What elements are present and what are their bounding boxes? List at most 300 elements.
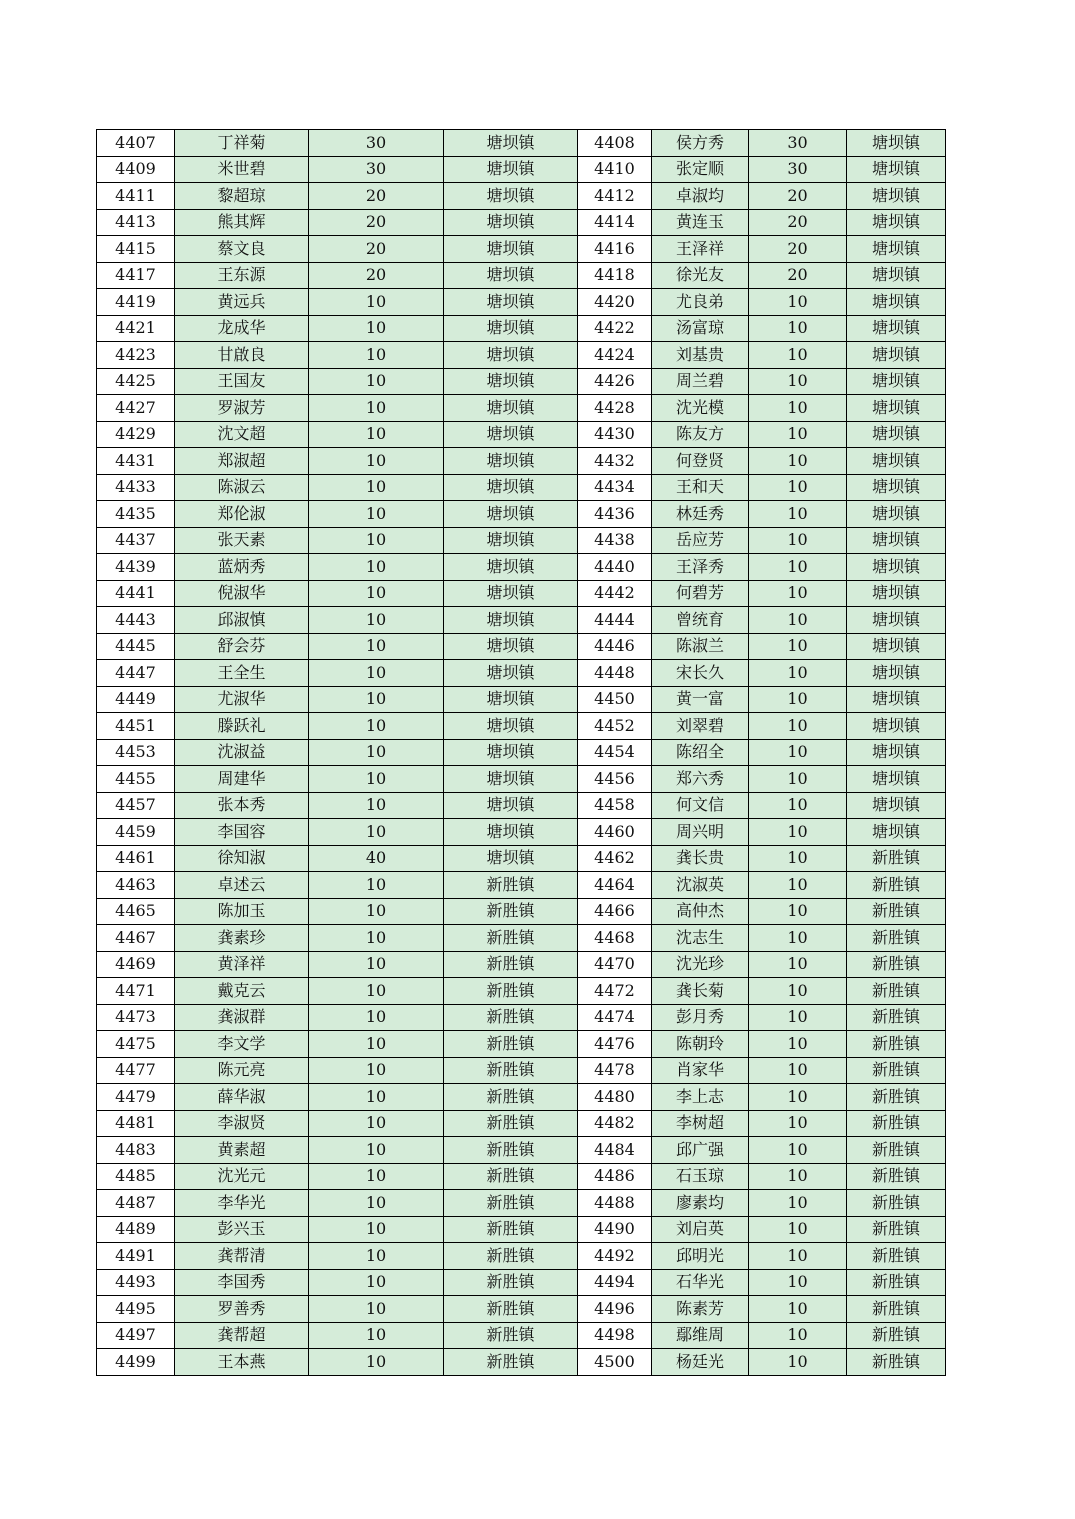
- cell-amount-left: 10: [309, 1269, 444, 1296]
- cell-town-left: 塘坝镇: [444, 236, 578, 263]
- cell-town-left: 新胜镇: [444, 1216, 578, 1243]
- cell-id-right: 4494: [578, 1269, 652, 1296]
- cell-name-left: 徐知淑: [175, 845, 309, 872]
- table-row: [97, 1269, 946, 1296]
- table-row: [97, 130, 946, 157]
- cell-amount-right: 10: [749, 633, 847, 660]
- cell-id-right: 4482: [578, 1110, 652, 1137]
- cell-id-right: 4446: [578, 633, 652, 660]
- cell-id-left: 4471: [97, 978, 175, 1005]
- cell-name-right: 张定顺: [652, 156, 749, 183]
- cell-amount-right: 20: [749, 209, 847, 236]
- cell-name-right: 陈朝玲: [652, 1031, 749, 1058]
- cell-name-right: 邱广强: [652, 1137, 749, 1164]
- cell-amount-left: 10: [309, 1216, 444, 1243]
- cell-amount-left: 10: [309, 1004, 444, 1031]
- cell-id-left: 4419: [97, 289, 175, 316]
- cell-amount-right: 10: [749, 395, 847, 422]
- cell-amount-right: 10: [749, 342, 847, 369]
- cell-id-right: 4472: [578, 978, 652, 1005]
- cell-name-right: 周兰碧: [652, 368, 749, 395]
- table-row: [97, 156, 946, 183]
- cell-town-left: 新胜镇: [444, 1057, 578, 1084]
- cell-name-left: 李华光: [175, 1190, 309, 1217]
- cell-amount-left: 10: [309, 872, 444, 899]
- cell-name-left: 李国容: [175, 819, 309, 846]
- cell-id-left: 4423: [97, 342, 175, 369]
- cell-id-right: 4490: [578, 1216, 652, 1243]
- cell-amount-left: 10: [309, 951, 444, 978]
- cell-town-right: 新胜镇: [847, 1296, 946, 1323]
- cell-town-right: 塘坝镇: [847, 236, 946, 263]
- cell-amount-left: 10: [309, 554, 444, 581]
- table-row: [97, 183, 946, 210]
- cell-name-left: 舒会芬: [175, 633, 309, 660]
- cell-amount-right: 10: [749, 1057, 847, 1084]
- cell-amount-left: 10: [309, 395, 444, 422]
- cell-town-right: 新胜镇: [847, 1057, 946, 1084]
- cell-amount-right: 10: [749, 580, 847, 607]
- cell-town-right: 新胜镇: [847, 1163, 946, 1190]
- cell-id-left: 4489: [97, 1216, 175, 1243]
- cell-town-left: 新胜镇: [444, 1349, 578, 1376]
- cell-id-left: 4493: [97, 1269, 175, 1296]
- data-table: [96, 129, 946, 1376]
- cell-amount-left: 20: [309, 183, 444, 210]
- cell-town-left: 塘坝镇: [444, 686, 578, 713]
- cell-name-left: 龚淑群: [175, 1004, 309, 1031]
- cell-amount-left: 10: [309, 766, 444, 793]
- cell-id-right: 4456: [578, 766, 652, 793]
- table-row: [97, 1084, 946, 1111]
- table-row: [97, 1216, 946, 1243]
- cell-amount-right: 10: [749, 1296, 847, 1323]
- cell-name-left: 郑伦淑: [175, 501, 309, 528]
- cell-name-right: 黄一富: [652, 686, 749, 713]
- cell-name-right: 徐光友: [652, 262, 749, 289]
- cell-town-right: 塘坝镇: [847, 527, 946, 554]
- cell-town-right: 塘坝镇: [847, 580, 946, 607]
- cell-name-right: 沈志生: [652, 925, 749, 952]
- cell-town-right: 塘坝镇: [847, 315, 946, 342]
- cell-amount-left: 10: [309, 660, 444, 687]
- cell-amount-right: 10: [749, 845, 847, 872]
- cell-amount-left: 10: [309, 819, 444, 846]
- cell-town-left: 塘坝镇: [444, 792, 578, 819]
- cell-id-right: 4438: [578, 527, 652, 554]
- cell-town-left: 塘坝镇: [444, 633, 578, 660]
- cell-id-right: 4462: [578, 845, 652, 872]
- cell-amount-right: 10: [749, 686, 847, 713]
- cell-name-left: 龚帮超: [175, 1322, 309, 1349]
- cell-name-right: 邱明光: [652, 1243, 749, 1270]
- cell-id-left: 4413: [97, 209, 175, 236]
- cell-id-left: 4465: [97, 898, 175, 925]
- table-row: [97, 660, 946, 687]
- cell-town-right: 塘坝镇: [847, 262, 946, 289]
- table-row: [97, 527, 946, 554]
- cell-town-left: 新胜镇: [444, 872, 578, 899]
- cell-amount-right: 10: [749, 739, 847, 766]
- cell-name-left: 罗善秀: [175, 1296, 309, 1323]
- cell-id-right: 4474: [578, 1004, 652, 1031]
- cell-id-right: 4442: [578, 580, 652, 607]
- table-row: [97, 315, 946, 342]
- cell-id-left: 4429: [97, 421, 175, 448]
- cell-id-left: 4421: [97, 315, 175, 342]
- cell-name-right: 杨廷光: [652, 1349, 749, 1376]
- cell-amount-right: 10: [749, 1349, 847, 1376]
- cell-name-left: 王全生: [175, 660, 309, 687]
- cell-amount-right: 10: [749, 474, 847, 501]
- cell-town-right: 新胜镇: [847, 951, 946, 978]
- cell-town-left: 塘坝镇: [444, 395, 578, 422]
- cell-id-left: 4411: [97, 183, 175, 210]
- cell-town-left: 塘坝镇: [444, 315, 578, 342]
- cell-name-left: 周建华: [175, 766, 309, 793]
- cell-amount-right: 10: [749, 1269, 847, 1296]
- cell-id-right: 4466: [578, 898, 652, 925]
- cell-name-right: 周兴明: [652, 819, 749, 846]
- cell-amount-right: 10: [749, 607, 847, 634]
- cell-town-right: 塘坝镇: [847, 421, 946, 448]
- cell-name-right: 陈友方: [652, 421, 749, 448]
- cell-amount-left: 20: [309, 262, 444, 289]
- cell-id-right: 4484: [578, 1137, 652, 1164]
- cell-name-right: 彭月秀: [652, 1004, 749, 1031]
- table-row: [97, 1296, 946, 1323]
- cell-id-right: 4434: [578, 474, 652, 501]
- cell-amount-left: 10: [309, 289, 444, 316]
- cell-name-right: 卓淑均: [652, 183, 749, 210]
- cell-town-left: 塘坝镇: [444, 183, 578, 210]
- cell-name-left: 黄素超: [175, 1137, 309, 1164]
- cell-amount-left: 10: [309, 1190, 444, 1217]
- cell-town-left: 塘坝镇: [444, 501, 578, 528]
- cell-town-left: 新胜镇: [444, 898, 578, 925]
- cell-name-left: 戴克云: [175, 978, 309, 1005]
- cell-id-right: 4476: [578, 1031, 652, 1058]
- cell-town-left: 塘坝镇: [444, 289, 578, 316]
- cell-amount-right: 10: [749, 1031, 847, 1058]
- cell-name-left: 龚帮清: [175, 1243, 309, 1270]
- cell-name-right: 陈绍全: [652, 739, 749, 766]
- cell-town-right: 新胜镇: [847, 925, 946, 952]
- cell-name-left: 沈淑益: [175, 739, 309, 766]
- cell-id-left: 4481: [97, 1110, 175, 1137]
- cell-amount-left: 10: [309, 368, 444, 395]
- cell-name-left: 郑淑超: [175, 448, 309, 475]
- cell-town-right: 塘坝镇: [847, 739, 946, 766]
- cell-amount-left: 10: [309, 925, 444, 952]
- cell-amount-right: 10: [749, 898, 847, 925]
- cell-name-right: 刘基贵: [652, 342, 749, 369]
- cell-amount-right: 10: [749, 978, 847, 1005]
- cell-name-left: 李国秀: [175, 1269, 309, 1296]
- cell-town-right: 新胜镇: [847, 1190, 946, 1217]
- cell-town-left: 新胜镇: [444, 1163, 578, 1190]
- cell-town-right: 新胜镇: [847, 845, 946, 872]
- cell-town-left: 新胜镇: [444, 951, 578, 978]
- cell-id-right: 4488: [578, 1190, 652, 1217]
- cell-id-left: 4467: [97, 925, 175, 952]
- cell-amount-right: 10: [749, 660, 847, 687]
- cell-amount-right: 10: [749, 1190, 847, 1217]
- cell-amount-right: 10: [749, 1322, 847, 1349]
- cell-town-left: 塘坝镇: [444, 448, 578, 475]
- cell-id-right: 4414: [578, 209, 652, 236]
- cell-amount-left: 20: [309, 209, 444, 236]
- cell-id-right: 4452: [578, 713, 652, 740]
- cell-id-left: 4409: [97, 156, 175, 183]
- cell-name-left: 李文学: [175, 1031, 309, 1058]
- cell-amount-right: 10: [749, 792, 847, 819]
- cell-name-right: 刘启英: [652, 1216, 749, 1243]
- cell-name-right: 王和天: [652, 474, 749, 501]
- cell-town-left: 塘坝镇: [444, 209, 578, 236]
- cell-town-left: 新胜镇: [444, 1243, 578, 1270]
- cell-town-right: 新胜镇: [847, 1349, 946, 1376]
- cell-amount-left: 10: [309, 898, 444, 925]
- table-row: [97, 792, 946, 819]
- cell-town-right: 塘坝镇: [847, 501, 946, 528]
- table-row: [97, 342, 946, 369]
- cell-amount-left: 10: [309, 792, 444, 819]
- cell-town-right: 塘坝镇: [847, 395, 946, 422]
- cell-name-right: 林廷秀: [652, 501, 749, 528]
- cell-id-left: 4453: [97, 739, 175, 766]
- table-row: [97, 951, 946, 978]
- cell-id-left: 4449: [97, 686, 175, 713]
- table-row: [97, 819, 946, 846]
- cell-town-right: 塘坝镇: [847, 686, 946, 713]
- cell-name-left: 张天素: [175, 527, 309, 554]
- cell-id-left: 4435: [97, 501, 175, 528]
- cell-id-left: 4415: [97, 236, 175, 263]
- cell-town-left: 新胜镇: [444, 1296, 578, 1323]
- cell-id-right: 4408: [578, 130, 652, 157]
- cell-amount-left: 10: [309, 1084, 444, 1111]
- cell-id-left: 4427: [97, 395, 175, 422]
- cell-id-left: 4477: [97, 1057, 175, 1084]
- cell-name-left: 陈加玉: [175, 898, 309, 925]
- cell-id-left: 4439: [97, 554, 175, 581]
- cell-name-left: 薛华淑: [175, 1084, 309, 1111]
- cell-id-right: 4468: [578, 925, 652, 952]
- cell-id-right: 4410: [578, 156, 652, 183]
- cell-amount-right: 10: [749, 1137, 847, 1164]
- cell-town-right: 塘坝镇: [847, 713, 946, 740]
- cell-id-right: 4480: [578, 1084, 652, 1111]
- cell-town-left: 塘坝镇: [444, 527, 578, 554]
- cell-amount-right: 10: [749, 315, 847, 342]
- cell-amount-right: 10: [749, 527, 847, 554]
- cell-id-right: 4426: [578, 368, 652, 395]
- table-row: [97, 395, 946, 422]
- cell-town-right: 塘坝镇: [847, 183, 946, 210]
- cell-town-right: 塘坝镇: [847, 130, 946, 157]
- cell-id-left: 4447: [97, 660, 175, 687]
- cell-name-right: 宋长久: [652, 660, 749, 687]
- cell-name-right: 李上志: [652, 1084, 749, 1111]
- cell-amount-right: 10: [749, 421, 847, 448]
- cell-id-left: 4479: [97, 1084, 175, 1111]
- cell-amount-left: 10: [309, 1137, 444, 1164]
- cell-name-right: 郑六秀: [652, 766, 749, 793]
- cell-id-right: 4440: [578, 554, 652, 581]
- cell-amount-left: 10: [309, 686, 444, 713]
- cell-name-left: 黎超琼: [175, 183, 309, 210]
- cell-amount-right: 10: [749, 766, 847, 793]
- table-row: [97, 448, 946, 475]
- cell-id-right: 4460: [578, 819, 652, 846]
- table-row: [97, 1004, 946, 1031]
- table-row: [97, 1349, 946, 1376]
- cell-town-left: 塘坝镇: [444, 607, 578, 634]
- cell-id-left: 4431: [97, 448, 175, 475]
- cell-town-left: 新胜镇: [444, 1031, 578, 1058]
- cell-name-left: 尤淑华: [175, 686, 309, 713]
- cell-amount-left: 10: [309, 633, 444, 660]
- cell-town-right: 塘坝镇: [847, 209, 946, 236]
- cell-amount-right: 30: [749, 130, 847, 157]
- table-row: [97, 289, 946, 316]
- cell-amount-right: 10: [749, 951, 847, 978]
- cell-name-left: 甘啟良: [175, 342, 309, 369]
- cell-id-right: 4422: [578, 315, 652, 342]
- cell-name-right: 龚长菊: [652, 978, 749, 1005]
- cell-name-right: 何文信: [652, 792, 749, 819]
- cell-id-left: 4491: [97, 1243, 175, 1270]
- cell-id-right: 4496: [578, 1296, 652, 1323]
- table-row: [97, 1110, 946, 1137]
- cell-town-right: 塘坝镇: [847, 448, 946, 475]
- cell-amount-left: 10: [309, 580, 444, 607]
- table-row: [97, 1190, 946, 1217]
- cell-town-right: 新胜镇: [847, 898, 946, 925]
- table-row: [97, 633, 946, 660]
- cell-town-right: 塘坝镇: [847, 660, 946, 687]
- cell-name-left: 罗淑芳: [175, 395, 309, 422]
- cell-town-right: 新胜镇: [847, 1110, 946, 1137]
- cell-town-right: 塘坝镇: [847, 156, 946, 183]
- cell-name-right: 鄢维周: [652, 1322, 749, 1349]
- cell-id-left: 4495: [97, 1296, 175, 1323]
- cell-amount-left: 40: [309, 845, 444, 872]
- table-row: [97, 1322, 946, 1349]
- cell-town-right: 塘坝镇: [847, 819, 946, 846]
- cell-id-left: 4443: [97, 607, 175, 634]
- cell-name-left: 熊其辉: [175, 209, 309, 236]
- cell-name-right: 何碧芳: [652, 580, 749, 607]
- cell-name-right: 汤富琼: [652, 315, 749, 342]
- cell-name-left: 卓述云: [175, 872, 309, 899]
- table-row: [97, 501, 946, 528]
- cell-town-right: 新胜镇: [847, 1137, 946, 1164]
- cell-name-right: 曾统育: [652, 607, 749, 634]
- cell-town-right: 新胜镇: [847, 1084, 946, 1111]
- cell-town-left: 新胜镇: [444, 1110, 578, 1137]
- table-row: [97, 1163, 946, 1190]
- table-row: [97, 739, 946, 766]
- cell-town-left: 塘坝镇: [444, 580, 578, 607]
- cell-id-left: 4461: [97, 845, 175, 872]
- cell-id-right: 4486: [578, 1163, 652, 1190]
- cell-id-left: 4497: [97, 1322, 175, 1349]
- cell-amount-right: 20: [749, 262, 847, 289]
- cell-town-left: 塘坝镇: [444, 766, 578, 793]
- cell-town-right: 塘坝镇: [847, 368, 946, 395]
- cell-town-left: 新胜镇: [444, 1322, 578, 1349]
- cell-name-right: 陈素芳: [652, 1296, 749, 1323]
- cell-id-right: 4500: [578, 1349, 652, 1376]
- table-row: [97, 1031, 946, 1058]
- cell-town-left: 新胜镇: [444, 1084, 578, 1111]
- table-row: [97, 368, 946, 395]
- table-row: [97, 1057, 946, 1084]
- cell-id-left: 4457: [97, 792, 175, 819]
- cell-name-left: 黄泽祥: [175, 951, 309, 978]
- cell-id-left: 4455: [97, 766, 175, 793]
- cell-town-left: 新胜镇: [444, 1137, 578, 1164]
- cell-name-left: 龚素珍: [175, 925, 309, 952]
- cell-name-left: 沈光元: [175, 1163, 309, 1190]
- table-row: [97, 554, 946, 581]
- cell-town-right: 塘坝镇: [847, 607, 946, 634]
- cell-amount-left: 10: [309, 1163, 444, 1190]
- cell-town-right: 塘坝镇: [847, 474, 946, 501]
- cell-name-right: 李树超: [652, 1110, 749, 1137]
- cell-name-left: 王东源: [175, 262, 309, 289]
- cell-name-right: 龚长贵: [652, 845, 749, 872]
- cell-name-right: 沈光模: [652, 395, 749, 422]
- cell-name-left: 陈元亮: [175, 1057, 309, 1084]
- cell-amount-right: 20: [749, 183, 847, 210]
- cell-name-right: 高仲杰: [652, 898, 749, 925]
- cell-town-left: 塘坝镇: [444, 554, 578, 581]
- cell-id-left: 4473: [97, 1004, 175, 1031]
- cell-name-left: 彭兴玉: [175, 1216, 309, 1243]
- cell-amount-right: 10: [749, 1110, 847, 1137]
- cell-id-right: 4432: [578, 448, 652, 475]
- table-row: [97, 845, 946, 872]
- table-row: [97, 1137, 946, 1164]
- cell-amount-right: 10: [749, 1216, 847, 1243]
- cell-amount-left: 10: [309, 607, 444, 634]
- table-row: [97, 766, 946, 793]
- cell-name-left: 黄远兵: [175, 289, 309, 316]
- cell-amount-left: 10: [309, 739, 444, 766]
- cell-amount-right: 10: [749, 289, 847, 316]
- cell-id-left: 4437: [97, 527, 175, 554]
- table-row: [97, 262, 946, 289]
- table-row: [97, 236, 946, 263]
- cell-id-left: 4441: [97, 580, 175, 607]
- cell-name-right: 肖家华: [652, 1057, 749, 1084]
- cell-amount-right: 10: [749, 1163, 847, 1190]
- cell-town-right: 新胜镇: [847, 1243, 946, 1270]
- cell-name-left: 沈文超: [175, 421, 309, 448]
- cell-id-right: 4416: [578, 236, 652, 263]
- cell-town-left: 塘坝镇: [444, 342, 578, 369]
- cell-town-left: 塘坝镇: [444, 819, 578, 846]
- cell-id-left: 4445: [97, 633, 175, 660]
- cell-amount-right: 10: [749, 448, 847, 475]
- cell-town-right: 新胜镇: [847, 1269, 946, 1296]
- cell-amount-right: 10: [749, 501, 847, 528]
- table-row: [97, 898, 946, 925]
- cell-amount-right: 10: [749, 1243, 847, 1270]
